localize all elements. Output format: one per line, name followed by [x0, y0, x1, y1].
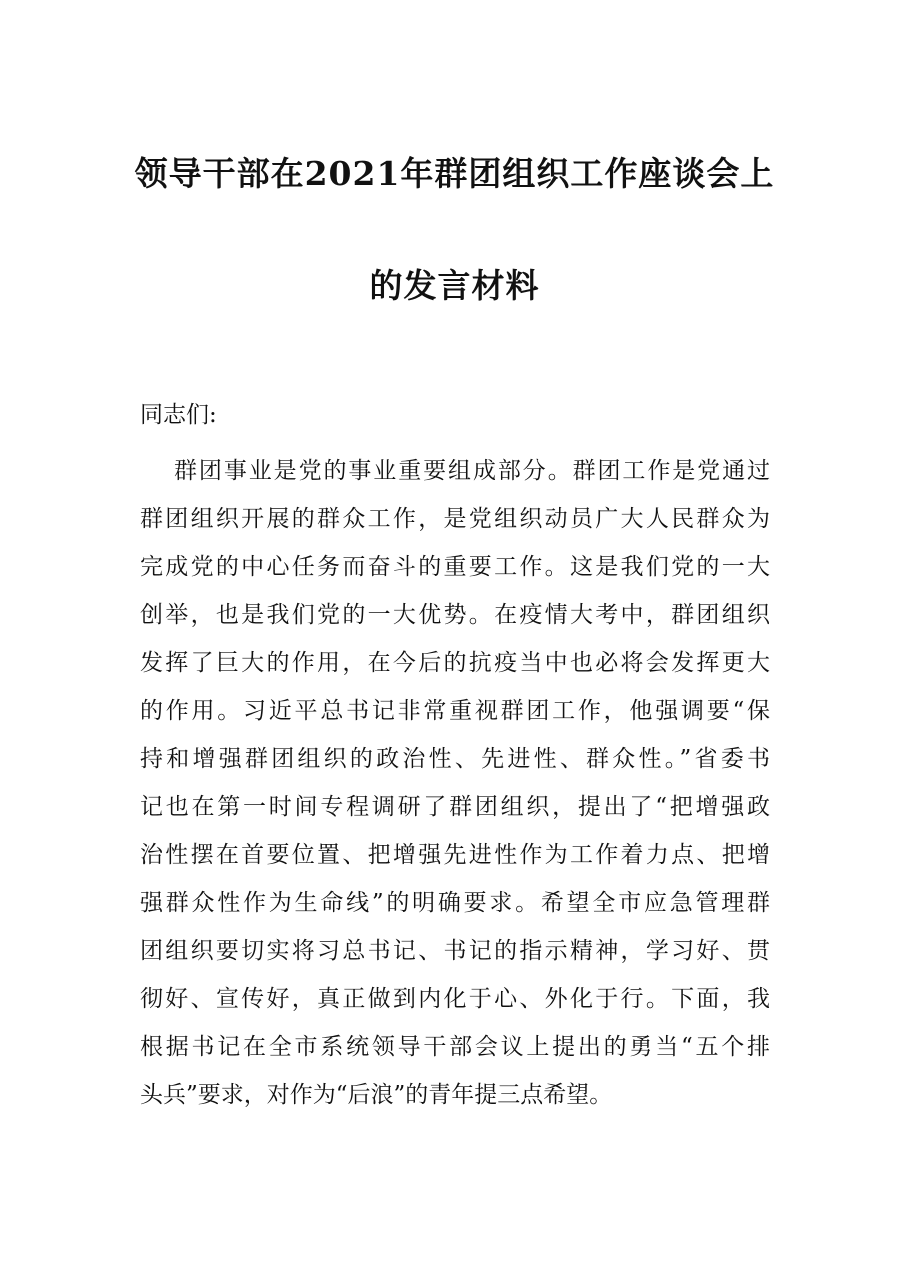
paragraph-line: 根据书记在全市系统领导干部会议上提出的勇当“五个排: [140, 1034, 770, 1060]
paragraph-line: 头兵”要求，对作为“后浪”的青年提三点希望。: [140, 1082, 613, 1108]
paragraph-line: 彻好、宣传好，真正做到内化于心、外化于行。下面，我: [140, 986, 770, 1012]
paragraph-line: 的作用。习近平总书记非常重视群团工作，他强调要“保: [140, 698, 770, 724]
paragraph-line: 治性摆在首要位置、把增强先进性作为工作着力点、把增: [140, 842, 770, 868]
paragraph-line: 强群众性作为生命线”的明确要求。希望全市应急管理群: [140, 890, 770, 916]
salutation: 同志们:: [140, 402, 217, 428]
paragraph-line: 记也在第一时间专程调研了群团组织，提出了“把增强政: [140, 794, 770, 820]
paragraph-line: 群团事业是党的事业重要组成部分。群团工作是党通过: [174, 458, 770, 484]
paragraph-line: 持和增强群团组织的政治性、先进性、群众性。”省委书: [140, 746, 770, 772]
paragraph-line: 完成党的中心任务而奋斗的重要工作。这是我们党的一大: [140, 554, 770, 580]
paragraph-line: 团组织要切实将习总书记、书记的指示精神，学习好、贯: [140, 938, 770, 964]
document-title-line-1: 领导干部在2021年群团组织工作座谈会上: [134, 154, 775, 193]
document-title-line-2: 的发言材料: [369, 266, 540, 305]
body-paragraph: [140, 455, 770, 1127]
paragraph-line: 发挥了巨大的作用，在今后的抗疫当中也必将会发挥更大: [140, 650, 770, 676]
paragraph-line: 创举，也是我们党的一大优势。在疫情大考中，群团组织: [140, 602, 770, 628]
paragraph-line: 群团组织开展的群众工作，是党组织动员广大人民群众为: [140, 506, 770, 532]
